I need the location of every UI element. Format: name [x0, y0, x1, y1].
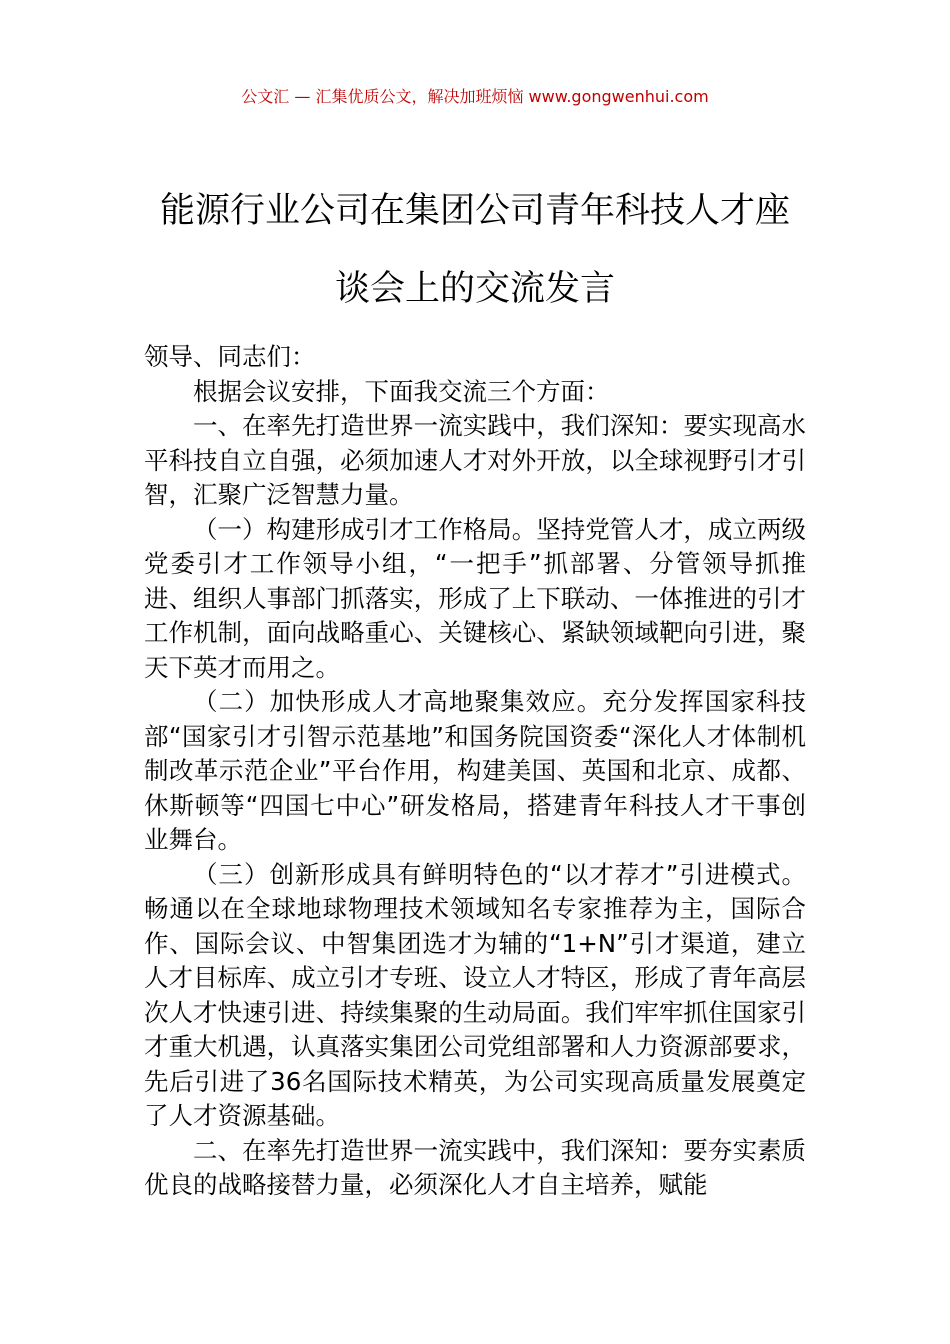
salutation: 领导、同志们：	[144, 342, 316, 371]
paragraph-subsection-1-1: （一）构建形成引才工作格局。坚持党管人才，成立两级党委引才工作领导小组，“一把手”抓部署、分管领导抓推进、组织人事部门抓落实，形成了上下联动、一体推进的引才工作机制，面向战略重心、关键核心、紧缺领域靶向引进，聚天下英才而用之。	[144, 514, 806, 682]
site-banner: 公文汇 — 汇集优质公文，解决加班烦恼 www.gongwenhui.com	[241, 87, 709, 106]
document-title	[120, 172, 830, 328]
paragraph-intro: 根据会议安排，下面我交流三个方面：	[193, 376, 610, 406]
paragraph-section-1: 一、在率先打造世界一流实践中，我们深知：要实现高水平科技自立自强，必须加速人才对外开放，以全球视野引才引智，汇聚广泛智慧力量。	[144, 411, 806, 509]
document-body	[144, 340, 806, 1203]
title-line-1: 能源行业公司在集团公司青年科技人才座	[159, 191, 790, 231]
title-line-2: 谈会上的交流发言	[334, 269, 615, 309]
paragraph-section-2: 二、在率先打造世界一流实践中，我们深知：要夯实素质优良的战略接替力量，必须深化人才自主培养，赋能	[144, 1135, 806, 1199]
paragraph-subsection-1-3: （三）创新形成具有鲜明特色的“以才荐才”引进模式。畅通以在全球地球物理技术领域知名专家推荐为主，国际合作、国际会议、中智集团选才为辅的“1+N”引才渠道，建立人才目标库、成立引才专班、设立人才特区，形成了青年高层次人才快速引进、持续集聚的生动局面。我们牢牢抓住国家引才重大机遇，认真落实集团公司党组部署和人力资源部要求，先后引进了36名国际技术精英，为公司实现高质量发展奠定了人才资源基础。	[144, 859, 806, 1130]
paragraph-subsection-1-2: （二）加快形成人才高地聚集效应。充分发挥国家科技部“国家引才引智示范基地”和国务院国资委“深化人才体制机制改革示范企业”平台作用，构建美国、英国和北京、成都、休斯顿等“四国七中心”研发格局，搭建青年科技人才干事创业舞台。	[144, 687, 806, 854]
